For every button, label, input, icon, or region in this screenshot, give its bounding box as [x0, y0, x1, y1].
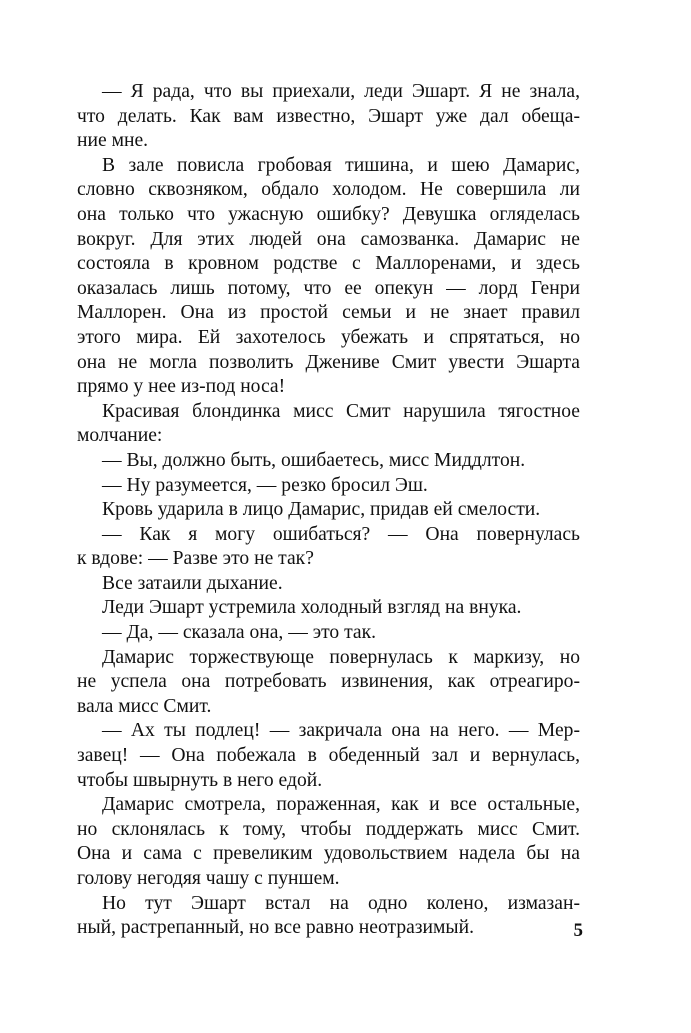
text-line: — Вы, должно быть, ошибаетесь, мисс Миддлтон.	[102, 449, 526, 471]
text-line: Но тут Эшарт встал на одно колено, измазан-	[102, 892, 580, 914]
text-line: Леди Эшарт устремила холодный взгляд на внука.	[102, 597, 522, 619]
text-line: Дамарис смотрела, пораженная, как и все остальные,	[102, 794, 580, 816]
text-line: прямо у нее из-под носа!	[77, 376, 286, 398]
text-line: — Ну разумеется, — резко бросил Эш.	[102, 474, 428, 496]
text-line: — Как я могу ошибаться? — Она повернулась	[102, 523, 580, 545]
text-line: — Да, — сказала она, — это так.	[102, 622, 377, 644]
text-line: к вдове: — Разве это не так?	[77, 548, 314, 570]
text-line: она не могла позволить Джениве Смит увести Эшарта	[77, 351, 580, 373]
text-line: — Ах ты подлец! — закричала она на него. — Мер-	[102, 720, 580, 742]
text-line: В зале повисла гробовая тишина, и шею Дамарис,	[102, 154, 580, 176]
text-line: вокруг. Для этих людей она самозванка. Дамарис не	[77, 228, 580, 250]
text-line: Кровь ударила в лицо Дамарис, придав ей смелости.	[102, 499, 541, 521]
text-line: — Я рада, что вы приехали, леди Эшарт. Я не знала,	[102, 81, 580, 102]
text-line: но склонялась к тому, чтобы поддержать мисс Смит.	[77, 818, 580, 840]
text-line: ный, растрепанный, но все равно неотразимый.	[77, 917, 474, 939]
text-line: Она и сама с превеликим удовольствием надела бы на	[77, 843, 580, 865]
text-line: молчание:	[77, 425, 163, 447]
text-line: Красивая блондинка мисс Смит нарушила тягостное	[102, 400, 580, 422]
text-line: оказалась лишь потому, что ее опекун — лорд Генри	[77, 277, 580, 299]
text-line: этого мира. Ей захотелось убежать и спрятаться, но	[77, 326, 580, 348]
text-line: состояла в кровном родстве с Маллоренами, и здесь	[77, 253, 580, 275]
text-line: Все затаили дыхание.	[102, 572, 283, 594]
text-line: вала мисс Смит.	[77, 695, 212, 717]
text-line: чтобы швырнуть в него едой.	[77, 769, 323, 791]
text-line: что делать. Как вам известно, Эшарт уже дал обеща-	[77, 105, 580, 127]
text-line: голову негодяя чашу с пуншем.	[77, 868, 340, 889]
text-line: Маллорен. Она из простой семьи и не знает правил	[77, 302, 580, 324]
text-line: не успела она потребовать извинения, как отреагиро-	[77, 671, 580, 693]
text-line: словно сквозняком, обдало холодом. Не совершила ли	[77, 179, 580, 201]
page-body	[77, 80, 580, 941]
text-line: завец! — Она побежала в обеденный зал и вернулась,	[77, 745, 580, 767]
text-line: Дамарис торжествующе повернулась к маркизу, но	[102, 646, 580, 668]
page-number: 5	[573, 920, 583, 941]
text-line: ние мне.	[77, 130, 149, 152]
text-line: она только что ужасную ошибку? Девушка огляделась	[77, 203, 580, 225]
